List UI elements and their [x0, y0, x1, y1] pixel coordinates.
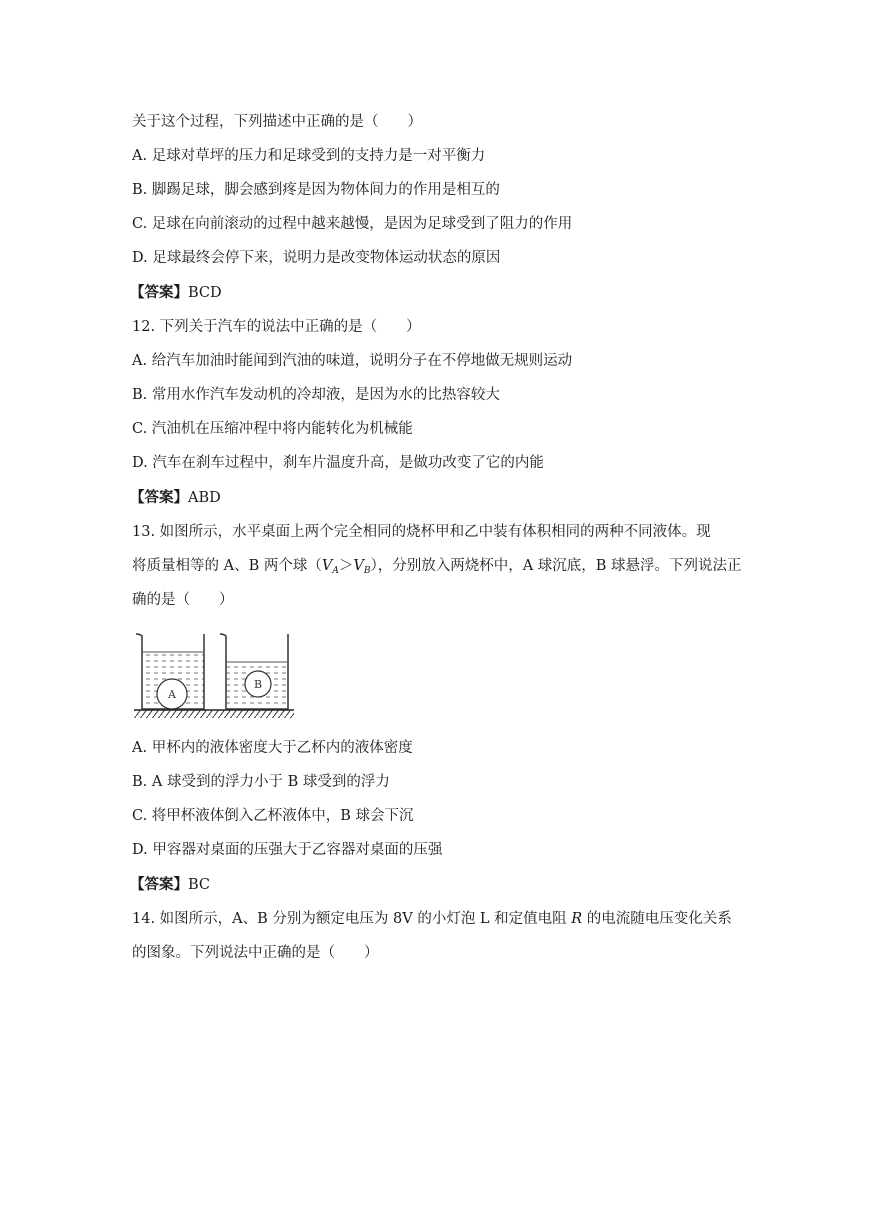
q12-option-a: A. 给汽车加油时能闻到汽油的味道，说明分子在不停地做无规则运动 [132, 353, 573, 369]
q14-stem-text: 的电流随电压变化关系 [582, 911, 732, 927]
q13-option-b: B. A 球受到的浮力小于 B 球受到的浮力 [132, 774, 390, 790]
q13-stem-text: 将质量相等的 A、B 两个球（ [132, 558, 322, 574]
q13-stem-text: ），分别放入两烧杯中，A 球沉底，B 球悬浮。下列说法正 [370, 558, 742, 574]
answer-value: ABD [188, 490, 221, 506]
q14-stem-line2: 的图象。下列说法中正确的是（ ） [132, 945, 379, 961]
ball-b-label: B [253, 678, 263, 691]
beakers-figure [130, 628, 300, 723]
q14-stem-text: 14. 如图所示，A、B 分别为额定电压为 8V 的小灯泡 L 和定值电阻 [132, 911, 572, 927]
answer-label: 【答案】 [130, 876, 188, 893]
q14-stem-line1 [132, 909, 732, 929]
var-r: R [571, 911, 583, 927]
answer-value: BCD [188, 285, 222, 301]
q13-stem-line2 [132, 556, 742, 581]
q11-option-d: D. 足球最终会停下来，说明力是改变物体运动状态的原因 [132, 250, 501, 266]
table-hatch [134, 710, 294, 718]
answer-label: 【答案】 [130, 284, 188, 301]
q13-stem-line3: 确的是（ ） [132, 592, 234, 608]
answer-value: BC [188, 877, 211, 893]
ball-a-label: A [168, 688, 176, 701]
q12-option-c: C. 汽油机在压缩冲程中将内能转化为机械能 [132, 421, 413, 437]
q11-answer [130, 283, 222, 303]
q13-answer [130, 875, 210, 895]
q12-option-d: D. 汽车在刹车过程中，刹车片温度升高，是做功改变了它的内能 [132, 455, 544, 471]
var-v: V [353, 558, 364, 574]
q13-option-a: A. 甲杯内的液体密度大于乙杯内的液体密度 [132, 740, 413, 756]
var-v: V [321, 558, 333, 574]
beaker-jia [136, 634, 204, 709]
answer-label: 【答案】 [130, 489, 188, 506]
subscript-b: B [363, 566, 371, 576]
q13-option-c: C. 将甲杯液体倒入乙杯液体中，B 球会下沉 [132, 808, 414, 824]
q12-option-b: B. 常用水作汽车发动机的冷却液，是因为水的比热容较大 [132, 387, 500, 403]
q11-option-a: A. 足球对草坪的压力和足球受到的支持力是一对平衡力 [132, 148, 486, 164]
q11-option-c: C. 足球在向前滚动的过程中越来越慢，是因为足球受到了阻力的作用 [132, 216, 573, 232]
beaker-yi [220, 634, 288, 709]
q12-answer [130, 488, 221, 508]
q11-option-b: B. 脚踢足球，脚会感到疼是因为物体间力的作用是相互的 [132, 182, 500, 198]
subscript-a: A [332, 566, 339, 576]
q12-stem: 12. 下列关于汽车的说法中正确的是（ ） [132, 319, 421, 335]
q13-stem-line1: 13. 如图所示，水平桌面上两个完全相同的烧杯甲和乙中装有体积相同的两种不同液体。现 [132, 524, 711, 540]
q11-stem: 关于这个过程，下列描述中正确的是（ ） [132, 114, 422, 130]
greater-than: ＞ [338, 558, 354, 574]
q13-option-d: D. 甲容器对桌面的压强大于乙容器对桌面的压强 [132, 842, 443, 858]
